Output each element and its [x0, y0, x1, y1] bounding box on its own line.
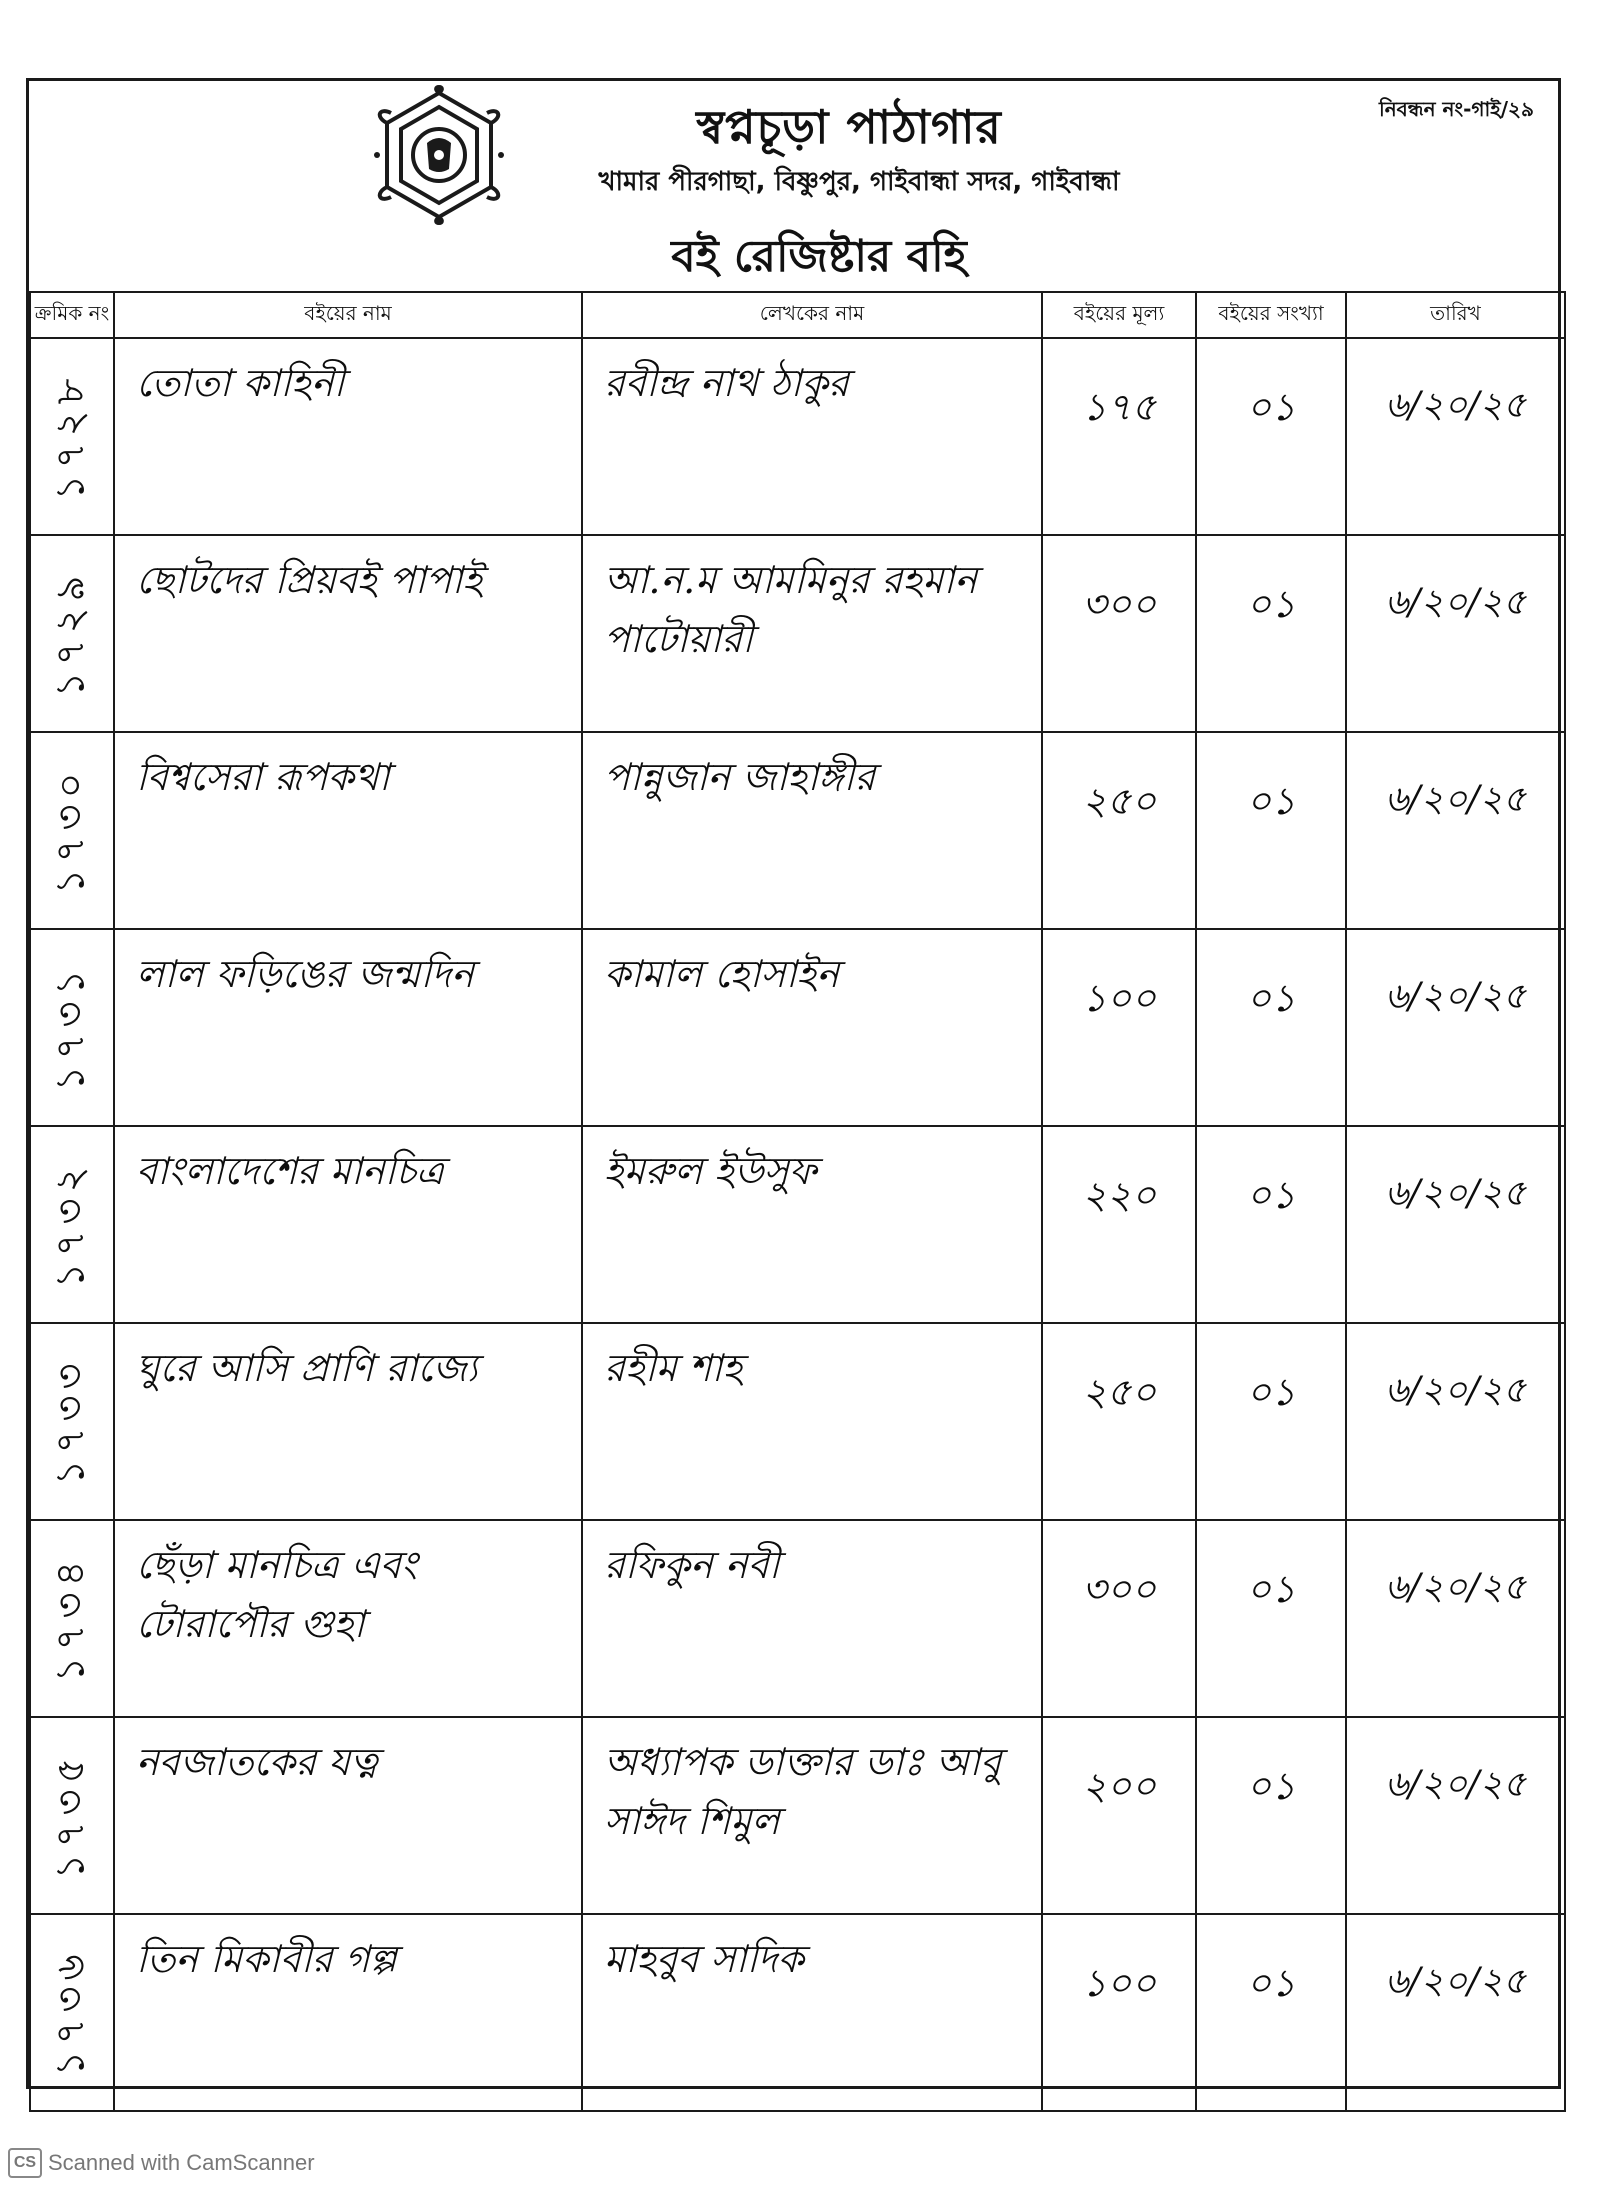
quantity-cell: [1196, 1717, 1346, 1914]
serial-number: ১৭৩২: [47, 1160, 94, 1289]
register-title: বই রেজিষ্টার বহি: [671, 231, 967, 282]
author-cell: [582, 1914, 1042, 2111]
book-price: ২৫০: [1081, 1370, 1157, 1414]
entry-date: ৬/২০/২৫: [1384, 1370, 1527, 1411]
date-cell: [1346, 535, 1565, 732]
date-cell: [1346, 1914, 1565, 2111]
book-price: ২০০: [1081, 1764, 1157, 1808]
author-cell: [582, 1126, 1042, 1323]
book-name: বিশ্বসেরা রূপকথা: [136, 755, 390, 799]
author-cell: [582, 1717, 1042, 1914]
library-logo-icon: [369, 85, 509, 225]
book-register-table: [29, 291, 1566, 2112]
serial-cell: [30, 1323, 114, 1520]
date-cell: [1346, 1520, 1565, 1717]
book-quantity: ০১: [1246, 385, 1296, 429]
registration-number: নিবন্ধন নং-গাই/২৯: [1379, 97, 1534, 121]
author-name: কামাল হোসাইন: [604, 952, 840, 996]
table-row: [30, 1717, 1565, 1914]
book-quantity: ০১: [1246, 1370, 1296, 1414]
author-cell: [582, 929, 1042, 1126]
author-cell: [582, 1520, 1042, 1717]
table-row: [30, 732, 1565, 929]
column-header-price: বইয়ের মূল্য: [1042, 292, 1196, 338]
book-quantity: ০১: [1246, 582, 1296, 626]
serial-cell: [30, 338, 114, 535]
book-name-cell: [114, 732, 582, 929]
author-cell: [582, 535, 1042, 732]
quantity-cell: [1196, 535, 1346, 732]
book-quantity: ০১: [1246, 1173, 1296, 1217]
register-page: [26, 78, 1561, 2089]
serial-cell: [30, 1717, 114, 1914]
entry-date: ৬/২০/২৫: [1384, 1567, 1527, 1608]
entry-date: ৬/২০/২৫: [1384, 976, 1527, 1017]
quantity-cell: [1196, 1126, 1346, 1323]
camscanner-logo-icon: CS: [8, 2148, 42, 2178]
book-quantity: ০১: [1246, 779, 1296, 823]
entry-date: ৬/২০/২৫: [1384, 1173, 1527, 1214]
author-cell: [582, 732, 1042, 929]
scanner-text: Scanned with CamScanner: [48, 2150, 315, 2175]
column-header-date: তারিখ: [1346, 292, 1565, 338]
book-name: তিন মিকাবীর গল্প: [136, 1937, 397, 1981]
book-name-cell: [114, 338, 582, 535]
book-name: বাংলাদেশের মানচিত্র: [136, 1149, 444, 1193]
entry-date: ৬/২০/২৫: [1384, 582, 1527, 623]
book-name-cell: [114, 1717, 582, 1914]
entry-date: ৬/২০/২৫: [1384, 1961, 1527, 2002]
serial-number: ১৭২৮: [47, 372, 94, 501]
serial-cell: [30, 1520, 114, 1717]
quantity-cell: [1196, 1914, 1346, 2111]
serial-cell: [30, 1914, 114, 2111]
date-cell: [1346, 929, 1565, 1126]
table-row: [30, 929, 1565, 1126]
book-name: ছোটদের প্রিয়বই পাপাই: [136, 558, 483, 602]
book-quantity: ০১: [1246, 1567, 1296, 1611]
author-name: অধ্যাপক ডাক্তার ডাঃ আবু সাঈদ শিমুল: [604, 1740, 1002, 1843]
price-cell: [1042, 1520, 1196, 1717]
book-name-cell: [114, 929, 582, 1126]
author-cell: [582, 1323, 1042, 1520]
scanner-watermark: [8, 2148, 315, 2178]
serial-cell: [30, 535, 114, 732]
quantity-cell: [1196, 732, 1346, 929]
author-cell: [582, 338, 1042, 535]
book-quantity: ০১: [1246, 976, 1296, 1020]
book-name: লাল ফড়িঙের জন্মদিন: [136, 952, 474, 996]
price-cell: [1042, 535, 1196, 732]
date-cell: [1346, 338, 1565, 535]
book-price: ১৭৫: [1081, 385, 1157, 429]
serial-number: ১৭৩১: [47, 963, 94, 1092]
book-name-cell: [114, 1126, 582, 1323]
book-name-cell: [114, 535, 582, 732]
author-name: আ.ন.ম আমমিনুর রহমান পাটোয়ারী: [604, 558, 978, 661]
entry-date: ৬/২০/২৫: [1384, 1764, 1527, 1805]
book-price: ১০০: [1081, 976, 1157, 1020]
date-cell: [1346, 1717, 1565, 1914]
table-row: [30, 1520, 1565, 1717]
serial-number: ১৭৩৪: [47, 1554, 94, 1683]
book-price: ৩০০: [1081, 582, 1157, 626]
library-address: খামার পীরগাছা, বিষ্ণুপুর, গাইবান্ধা সদর, গাইবান্ধা: [598, 167, 1120, 197]
table-row: [30, 1323, 1565, 1520]
author-name: পান্নুজান জাহাঙ্গীর: [604, 755, 876, 799]
book-quantity: ০১: [1246, 1764, 1296, 1808]
table-row: [30, 535, 1565, 732]
page-header: [29, 81, 1558, 291]
column-header-book-name: বইয়ের নাম: [114, 292, 582, 338]
column-header-author: লেখকের নাম: [582, 292, 1042, 338]
author-name: রবীন্দ্র নাথ ঠাকুর: [604, 361, 849, 405]
date-cell: [1346, 732, 1565, 929]
table-row: [30, 338, 1565, 535]
entry-date: ৬/২০/২৫: [1384, 779, 1527, 820]
serial-cell: [30, 1126, 114, 1323]
book-name-cell: [114, 1323, 582, 1520]
price-cell: [1042, 1717, 1196, 1914]
date-cell: [1346, 1126, 1565, 1323]
quantity-cell: [1196, 338, 1346, 535]
serial-cell: [30, 732, 114, 929]
date-cell: [1346, 1323, 1565, 1520]
author-name: রহীম শাহ: [604, 1346, 743, 1390]
table-row: [30, 1914, 1565, 2111]
author-name: মাহবুব সাদিক: [604, 1937, 805, 1981]
book-price: ২৫০: [1081, 779, 1157, 823]
serial-number: ১৭৩০: [47, 766, 94, 895]
price-cell: [1042, 732, 1196, 929]
table-header-row: [30, 292, 1565, 338]
price-cell: [1042, 338, 1196, 535]
book-price: ৩০০: [1081, 1567, 1157, 1611]
book-name: ঘুরে আসি প্রাণি রাজ্যে: [136, 1346, 478, 1390]
table-row: [30, 1126, 1565, 1323]
book-quantity: ০১: [1246, 1961, 1296, 2005]
author-name: ইমরুল ইউসুফ: [604, 1149, 817, 1193]
quantity-cell: [1196, 1323, 1346, 1520]
library-name: স্বপ্নচূড়া পাঠাগার: [696, 100, 1002, 154]
price-cell: [1042, 929, 1196, 1126]
price-cell: [1042, 1323, 1196, 1520]
quantity-cell: [1196, 1520, 1346, 1717]
column-header-quantity: বইয়ের সংখ্যা: [1196, 292, 1346, 338]
serial-cell: [30, 929, 114, 1126]
book-name: ছেঁড়া মানচিত্র এবং টোরাপৌর গুহা: [136, 1543, 418, 1646]
book-name-cell: [114, 1914, 582, 2111]
book-price: ২২০: [1081, 1173, 1157, 1217]
serial-number: ১৭৩৩: [47, 1357, 94, 1486]
book-name: নবজাতকের যত্ন: [136, 1740, 378, 1784]
author-name: রফিকুন নবী: [604, 1543, 780, 1587]
serial-number: ১৭২৯: [47, 569, 94, 698]
book-name: তোতা কাহিনী: [136, 361, 345, 405]
serial-number: ১৭৩৫: [47, 1751, 94, 1880]
book-price: ১০০: [1081, 1961, 1157, 2005]
price-cell: [1042, 1914, 1196, 2111]
column-header-serial: ক্রমিক নং: [30, 292, 114, 338]
book-name-cell: [114, 1520, 582, 1717]
quantity-cell: [1196, 929, 1346, 1126]
entry-date: ৬/২০/২৫: [1384, 385, 1527, 426]
price-cell: [1042, 1126, 1196, 1323]
serial-number: ১৭৩৬: [47, 1948, 94, 2077]
